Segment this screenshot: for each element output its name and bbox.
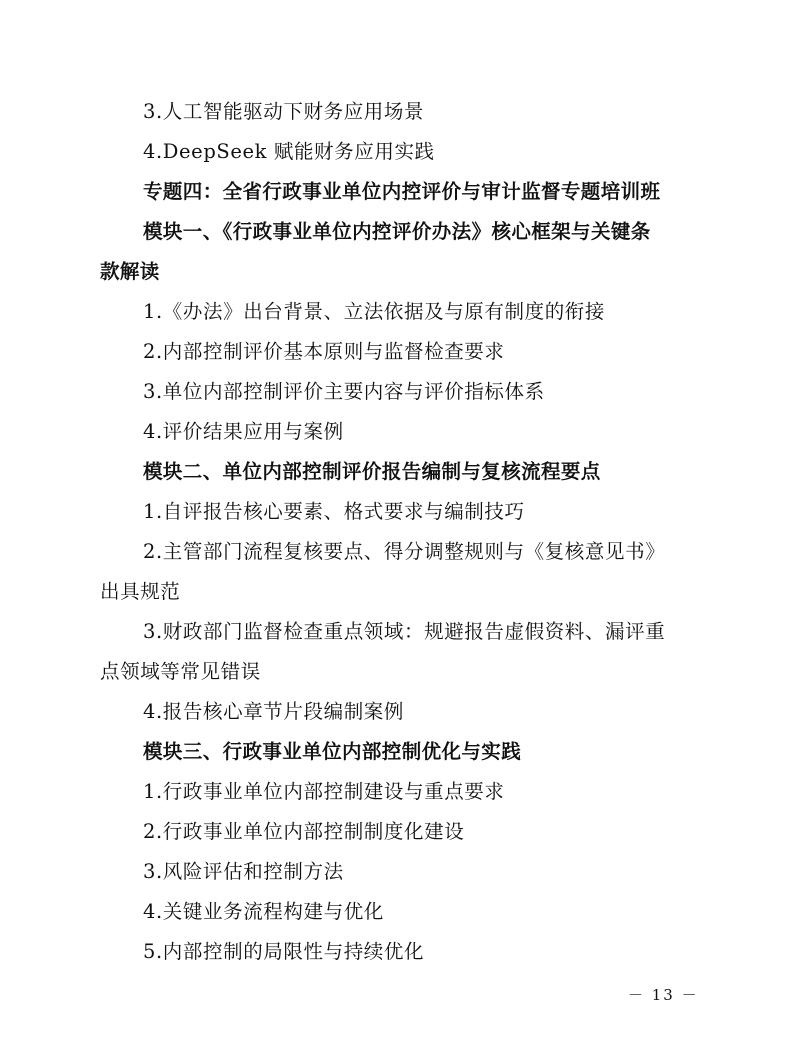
list-item: 3.风险评估和控制方法 — [143, 860, 344, 883]
list-item: 2.内部控制评价基本原则与监督检查要求 — [143, 340, 505, 363]
list-item: 2.行政事业单位内部控制制度化建设 — [143, 820, 465, 843]
module-heading: 模块一、《行政事业单位内控评价办法》核心框架与关键条 — [143, 220, 651, 243]
list-item: 4.报告核心章节片段编制案例 — [143, 700, 405, 723]
list-item: 2.主管部门流程复核要点、得分调整规则与《复核意见书》 — [143, 540, 666, 563]
list-item-continuation: 出具规范 — [100, 580, 181, 603]
list-item: 1.自评报告核心要素、格式要求与编制技巧 — [143, 500, 525, 523]
page-number: － 13 － — [628, 986, 699, 1004]
list-item: 5.内部控制的局限性与持续优化 — [143, 940, 425, 963]
list-item: 4.评价结果应用与案例 — [143, 420, 344, 443]
module-heading: 模块三、行政事业单位内部控制优化与实践 — [143, 740, 522, 763]
list-item: 4.DeepSeek 赋能财务应用实践 — [143, 140, 435, 163]
list-item: 1.《办法》出台背景、立法依据及与原有制度的衔接 — [143, 300, 606, 323]
list-item: 3.单位内部控制评价主要内容与评价指标体系 — [143, 380, 545, 403]
list-item-continuation: 点领域等常见错误 — [100, 660, 261, 683]
section-heading: 专题四：全省行政事业单位内控评价与审计监督专题培训班 — [143, 180, 661, 203]
list-item: 4.关键业务流程构建与优化 — [143, 900, 384, 923]
module-heading-continuation: 款解读 — [100, 260, 160, 283]
list-item: 3.人工智能驱动下财务应用场景 — [143, 100, 425, 123]
list-item: 3.财政部门监督检查重点领域：规避报告虚假资料、漏评重 — [143, 620, 666, 643]
list-item: 1.行政事业单位内部控制建设与重点要求 — [143, 780, 505, 803]
module-heading: 模块二、单位内部控制评价报告编制与复核流程要点 — [143, 460, 601, 483]
